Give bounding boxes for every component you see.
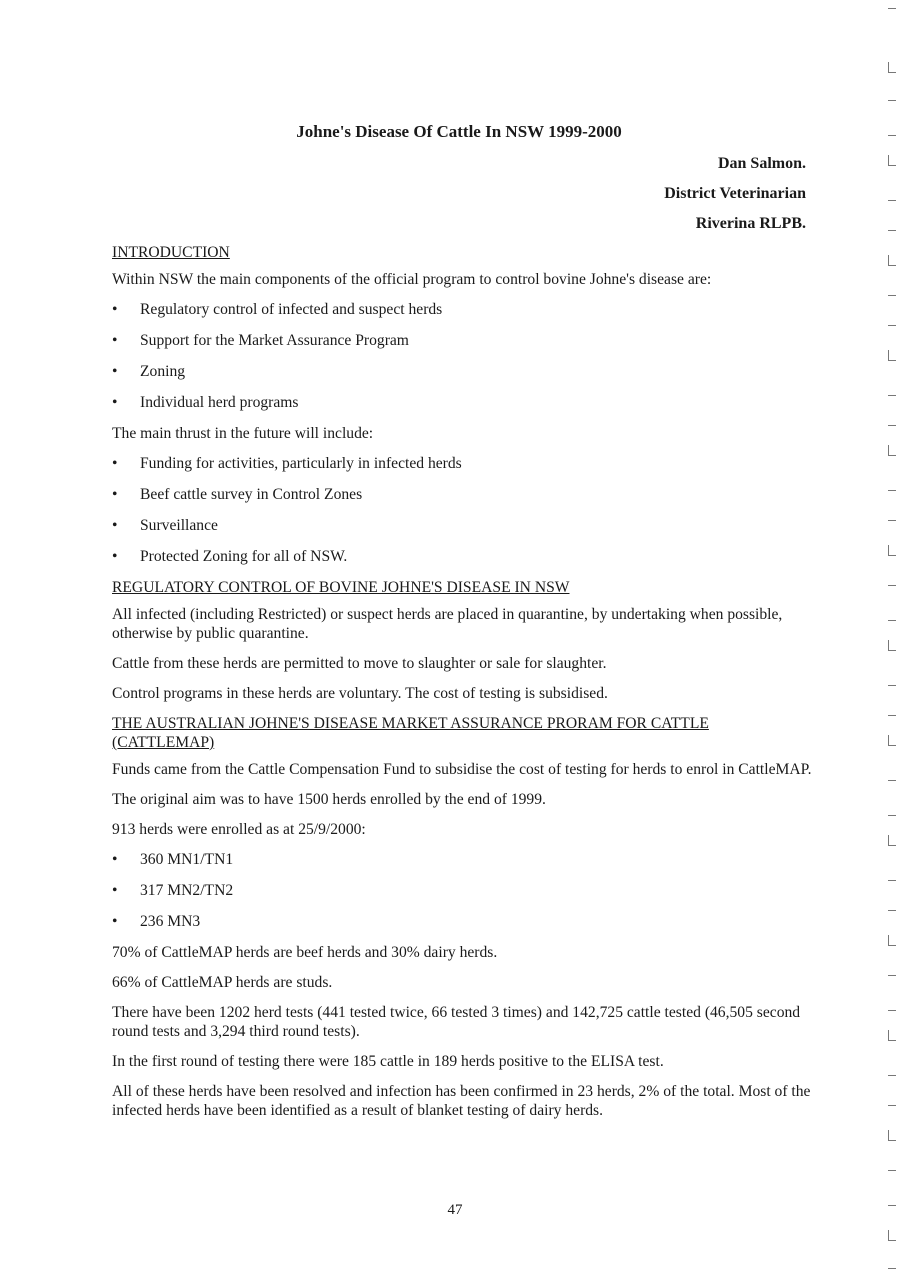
paragraph: The main thrust in the future will include: (112, 425, 374, 442)
edge-mark (888, 1075, 896, 1076)
edge-mark (888, 835, 889, 845)
edge-mark (888, 975, 896, 976)
bullet-list (112, 454, 812, 566)
edge-mark (888, 360, 896, 361)
edge-mark (888, 8, 896, 9)
edge-mark (888, 1040, 896, 1041)
edge-mark (888, 265, 896, 266)
edge-mark (888, 165, 896, 166)
edge-mark (888, 155, 889, 165)
page-number: 47 (447, 1202, 463, 1218)
edge-mark (888, 935, 889, 945)
section-heading: INTRODUCTION (112, 244, 230, 261)
edge-mark (888, 545, 889, 555)
paragraph: Control programs in these herds are voluntary. The cost of testing is subsidised. (112, 685, 608, 702)
bullet-item: • Surveillance (112, 516, 812, 535)
edge-mark (888, 350, 889, 360)
paragraph: 66% of CattleMAP herds are studs. (112, 974, 333, 991)
edge-mark (888, 815, 896, 816)
edge-mark (888, 1205, 896, 1206)
edge-mark (888, 555, 896, 556)
paragraph: The original aim was to have 1500 herds enrolled by the end of 1999. (112, 791, 546, 808)
edge-mark (888, 585, 896, 586)
edge-mark (888, 295, 896, 296)
edge-mark (888, 1105, 896, 1106)
edge-mark (888, 1130, 889, 1140)
paragraph: 70% of CattleMAP herds are beef herds and 30% dairy herds. (112, 944, 498, 961)
section-heading: REGULATORY CONTROL OF BOVINE JOHNE'S DISEASE IN NSW (112, 579, 570, 596)
bullet-item: • Regulatory control of infected and suspect herds (112, 300, 812, 319)
author-role: District Veterinarian (664, 185, 806, 202)
edge-mark (888, 945, 896, 946)
edge-mark (888, 490, 896, 491)
bullet-item: • Individual herd programs (112, 393, 812, 412)
edge-mark (888, 255, 889, 265)
edge-mark (888, 650, 896, 651)
bullet-item: • Support for the Market Assurance Program (112, 331, 812, 350)
edge-mark (888, 200, 896, 201)
edge-mark (888, 745, 896, 746)
edge-mark (888, 735, 889, 745)
document-body (112, 243, 812, 1131)
edge-mark (888, 1240, 896, 1241)
edge-mark (888, 445, 889, 455)
document-title: Johne's Disease Of Cattle In NSW 1999-2000 (296, 122, 622, 141)
edge-mark (888, 845, 896, 846)
author-name: Dan Salmon. (717, 155, 806, 172)
edge-mark (888, 620, 896, 621)
bullet-list (112, 850, 812, 931)
paragraph: Funds came from the Cattle Compensation Fund to subsidise the cost of testing for herds to enrol in CattleMAP. (112, 761, 812, 778)
edge-mark (888, 780, 896, 781)
edge-mark (888, 1010, 896, 1011)
edge-mark (888, 685, 896, 686)
edge-mark (888, 520, 896, 521)
bullet-item: • 317 MN2/TN2 (112, 881, 812, 900)
edge-mark (888, 395, 896, 396)
edge-mark (888, 1030, 889, 1040)
edge-mark (888, 230, 896, 231)
paragraph: All infected (including Restricted) or suspect herds are placed in quarantine, by undertaking when possible, otherwise by public quarantine. (112, 606, 783, 642)
paragraph: All of these herds have been resolved and infection has been confirmed in 23 herds, 2% of the total. Most of the infected herds have been identified as a result of blanket testing of dairy herds. (112, 1083, 811, 1119)
scan-edge-marks (886, 0, 898, 1279)
bullet-item: • Protected Zoning for all of NSW. (112, 547, 812, 566)
author-organisation: Riverina RLPB. (695, 215, 806, 232)
edge-mark (888, 715, 896, 716)
edge-mark (888, 72, 896, 73)
edge-mark (888, 910, 896, 911)
bullet-item: • Beef cattle survey in Control Zones (112, 485, 812, 504)
edge-mark (888, 455, 896, 456)
paragraph: 913 herds were enrolled as at 25/9/2000: (112, 821, 366, 838)
section-heading: THE AUSTRALIAN JOHNE'S DISEASE MARKET ASSURANCE PRORAM FOR CATTLE (CATTLEMAP) (112, 715, 709, 751)
edge-mark (888, 325, 896, 326)
edge-mark (888, 135, 896, 136)
edge-mark (888, 1170, 896, 1171)
edge-mark (888, 640, 889, 650)
bullet-item: • Zoning (112, 362, 812, 381)
paragraph: Cattle from these herds are permitted to move to slaughter or sale for slaughter. (112, 655, 607, 672)
edge-mark (888, 100, 896, 101)
paragraph: In the first round of testing there were 185 cattle in 189 herds positive to the ELISA test. (112, 1053, 664, 1070)
edge-mark (888, 62, 889, 72)
bullet-list (112, 300, 812, 412)
edge-mark (888, 1268, 896, 1269)
bullet-item: • 360 MN1/TN1 (112, 850, 812, 869)
edge-mark (888, 880, 896, 881)
bullet-item: • 236 MN3 (112, 912, 812, 931)
bullet-item: • Funding for activities, particularly in infected herds (112, 454, 812, 473)
paragraph: There have been 1202 herd tests (441 tested twice, 66 tested 3 times) and 142,725 cattle tested (46,505 second round tests and 3,294 third round tests). (112, 1004, 801, 1040)
edge-mark (888, 425, 896, 426)
edge-mark (888, 1230, 889, 1240)
edge-mark (888, 1140, 896, 1141)
paragraph: Within NSW the main components of the official program to control bovine Johne's disease are: (112, 271, 712, 288)
